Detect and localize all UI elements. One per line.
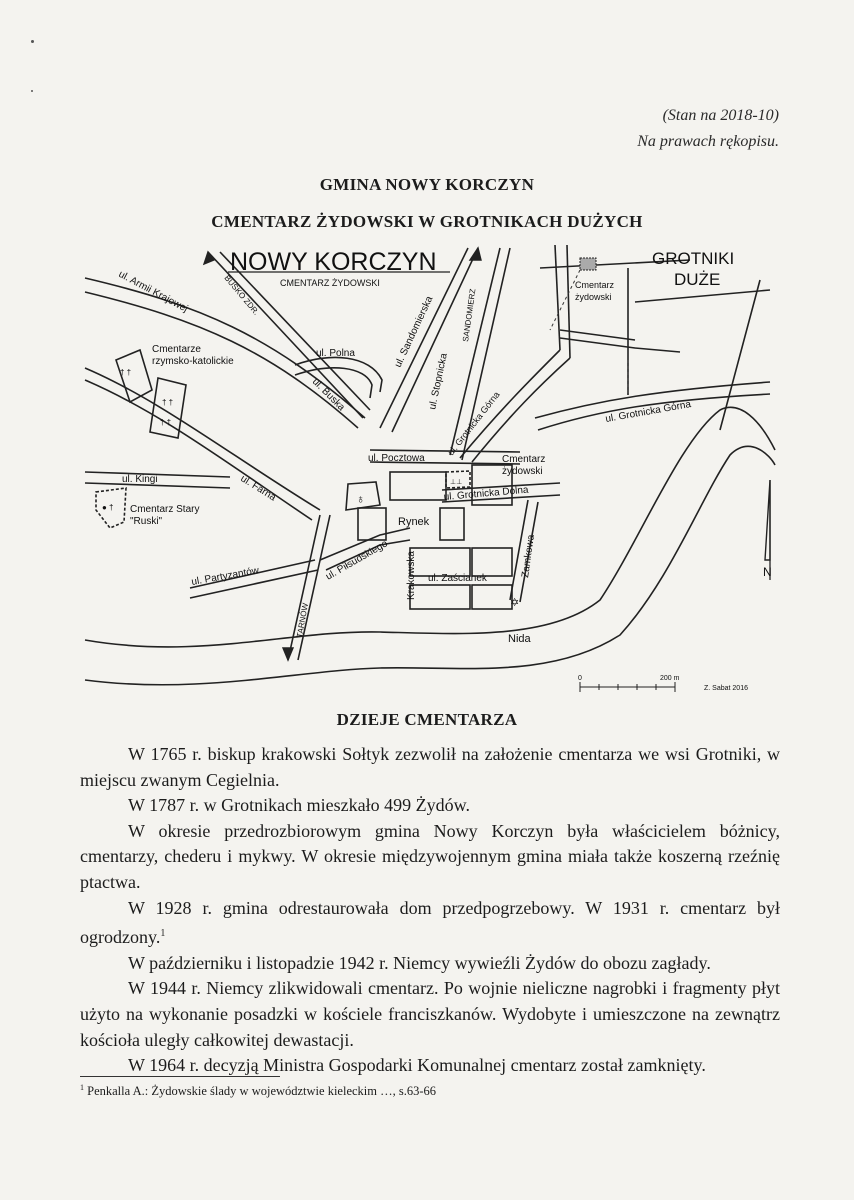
cem-grot-label-1: Cmentarz: [575, 280, 615, 290]
scale-dist: 200 m: [660, 675, 680, 682]
town-map: [80, 240, 780, 710]
street-pocztowa: ul. Pocztowa: [368, 453, 425, 464]
map-subtitle: CMENTARZ ŻYDOWSKI: [280, 278, 380, 288]
road-farna-2: [85, 380, 312, 520]
north-arrow: [765, 480, 770, 560]
speck: [31, 40, 34, 43]
street-sandomierz: SANDOMIERZ: [461, 288, 478, 343]
street-farna: ul. Farna: [238, 473, 278, 504]
street-polna: ul. Polna: [316, 348, 355, 359]
arrow-tarnow: [283, 648, 293, 660]
street-zamkowa: Zamkowa: [520, 533, 538, 579]
river-nida-1: [85, 407, 775, 647]
river-label: Nida: [508, 633, 531, 645]
stan-date: (Stan na 2018-10): [662, 107, 779, 124]
grot-road-6: [720, 280, 760, 430]
prawa-note: Na prawach rękopisu.: [637, 133, 779, 150]
map-author: Z. Sabat 2016: [704, 685, 748, 692]
block-6: [472, 548, 512, 576]
paragraph: W okresie przedrozbiorowym gmina Nowy Korczyn była właścicielem bóżnicy, cmentarzy, chederu i mykwy. W okresie międzywojennym gmina miała także koszerną rzeźnię ptactwa.: [80, 820, 780, 892]
cem-grot-plot: [580, 258, 596, 270]
paragraph: W 1964 r. decyzją Ministra Gospodarki Komunalnej cmentarz został zamknięty.: [128, 1055, 706, 1076]
road-farna-1: [85, 368, 320, 510]
grot-road-3: [635, 290, 770, 302]
paragraph: W 1787 r. w Grotnikach mieszkało 499 Żydów.: [128, 795, 470, 816]
grotniki-2: DUŻE: [674, 270, 721, 289]
history-text: [80, 742, 780, 1079]
cem-zyd-label-1: Cmentarz: [502, 454, 546, 465]
grot-road-5: [560, 330, 635, 340]
arrow-busko: [204, 252, 214, 264]
footnote-text: Penkalla A.: Żydowskie ślady w województwie kieleckim …, s.63-66: [87, 1084, 437, 1099]
paragraph-text: W 1928 r. gmina odrestaurowała dom przedpogrzebowy. W 1931 r. cmentarz był ogrodzony.: [80, 897, 780, 948]
street-sandomierska: ul. Sandomierska: [392, 294, 436, 370]
cemetery-title: CMENTARZ ŻYDOWSKI W GROTNIKACH DUŻYCH: [211, 212, 643, 231]
street-busko: BUSKO ZDR.: [222, 273, 261, 317]
paragraph: [80, 896, 780, 951]
block-1: [390, 472, 446, 500]
footnote-rule: [80, 1076, 280, 1077]
road-pils-1: [288, 515, 320, 660]
grot-road-4: [560, 338, 680, 352]
street-zascianek: ul. Zaścianek: [428, 573, 487, 584]
cem-grot-label-2: żydowski: [575, 292, 612, 302]
cem-rzym-label-2: rzymsko-katolickie: [152, 356, 234, 367]
cross-icon: † †: [120, 368, 132, 377]
block-8: [472, 585, 512, 609]
gmina-title: GMINA NOWY KORCZYN: [319, 175, 535, 194]
street-krakowska: Krakowska: [406, 551, 417, 600]
cross-icon: † †: [160, 418, 172, 427]
header-note: [637, 103, 779, 155]
cem-ruski-label-2: "Ruski": [130, 516, 163, 527]
street-grot-d: ul. Grotnicka Dolna: [443, 484, 529, 503]
cem-rzym-label-1: Cmentarze: [152, 344, 201, 355]
footnote-mark: 1: [80, 1083, 84, 1092]
street-rynek: Rynek: [398, 516, 430, 528]
street-armii: ul. Armii Krajowej: [116, 268, 190, 315]
street-grot-g-2: ul. Grotnicka Górna: [604, 399, 692, 425]
street-tarnow: TARNÓW: [295, 602, 311, 639]
river-nida-2: [85, 446, 775, 684]
cross-icon: ⊥⊥: [450, 479, 463, 486]
speck: [31, 90, 33, 92]
cem-zyd-label-2: żydowski: [502, 466, 543, 477]
footnote: [80, 1083, 436, 1099]
north-label: N: [763, 565, 772, 579]
scale-zero: 0: [578, 675, 582, 682]
road-grot-g-3: [555, 245, 560, 350]
cem-rzym-2: [150, 378, 186, 438]
grotniki-1: GROTNIKI: [652, 249, 735, 268]
street-partyzantow: ul. Partyzantów: [190, 565, 260, 588]
road-grot-g-4: [567, 245, 570, 358]
church-icon: ♁: [356, 492, 365, 506]
arrow-sandom: [470, 248, 481, 260]
block-5: [410, 548, 470, 576]
street-grot-g-1: ul. Grotnicka Górna: [445, 389, 502, 458]
paragraph: W październiku i listopadzie 1942 r. Niemcy wywieźli Żydów do obozu zagłady.: [128, 952, 711, 973]
street-buska: ul. Buska: [309, 376, 347, 414]
footnote-ref[interactable]: 1: [160, 928, 166, 940]
paragraph: W 1765 r. biskup krakowski Sołtyk zezwolił na założenie cmentarza we wsi Grotniki, w miejscu zwanym Cegielnia.: [80, 744, 780, 790]
cross-icon: † †: [162, 398, 174, 407]
cem-ruski-label-1: Cmentarz Stary: [130, 504, 200, 515]
street-stopnicka: ul. Stopnicka: [427, 352, 450, 411]
star-of-david-icon: ✡: [510, 597, 520, 609]
street-pilsudskiego: ul. Piłsudskiego: [324, 538, 390, 583]
street-kingi: ul. Kingi: [122, 474, 158, 485]
map-title: NOWY KORCZYN: [230, 248, 437, 276]
block-3: [440, 508, 464, 540]
dzieje-title: DZIEJE CMENTARZA: [336, 710, 518, 729]
paragraph: W 1944 r. Niemcy zlikwidowali cmentarz. Po wojnie nieliczne nagrobki i fragmenty płyt użyto na wykonanie posadzki w kościele franciszkanów. Wydobyte i umieszczone na zewnątrz kościoła uległy całkowitej dewastacji.: [80, 978, 780, 1050]
block-7: [410, 585, 470, 609]
cross-icon: ● †: [102, 503, 114, 512]
